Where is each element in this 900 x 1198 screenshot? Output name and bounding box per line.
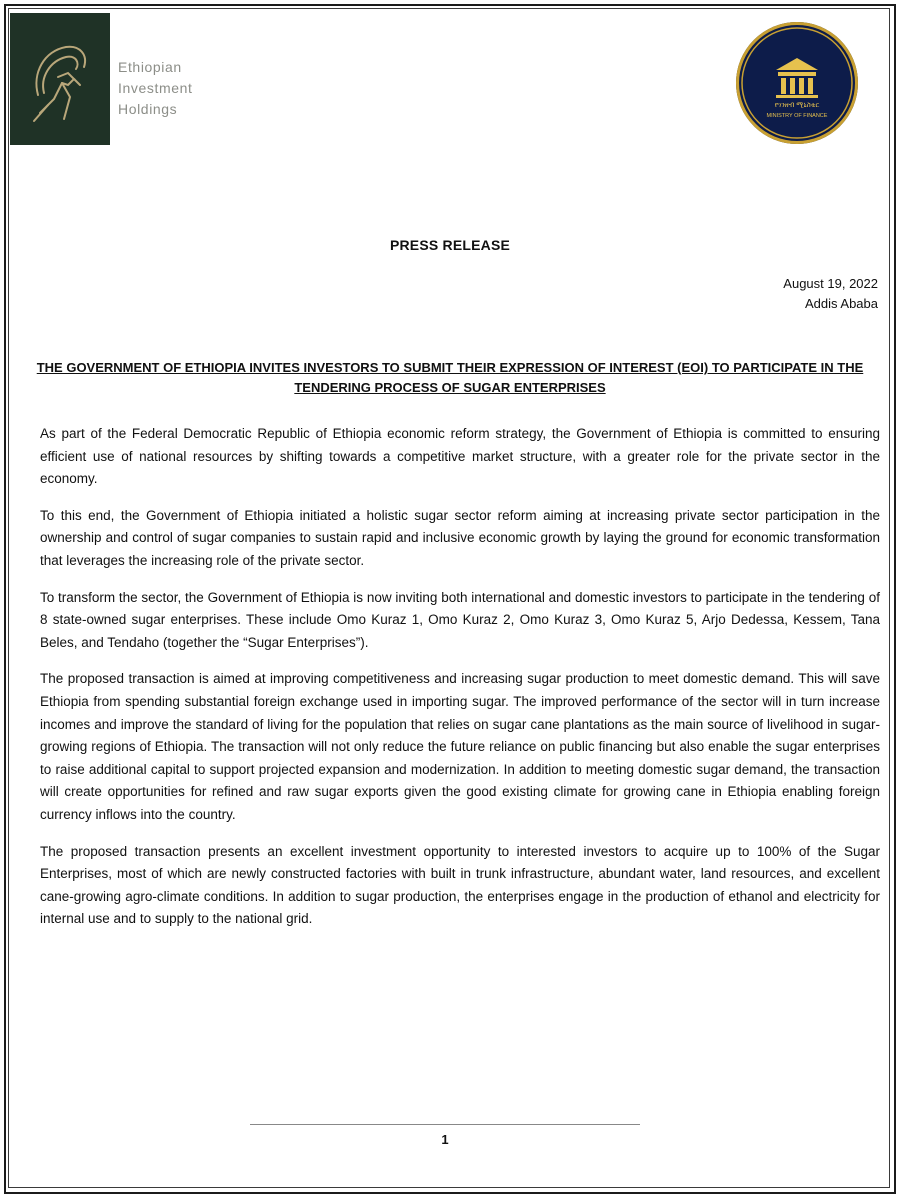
eih-wordmark: [118, 57, 192, 120]
eih-logo: [10, 13, 220, 148]
paragraph: To this end, the Government of Ethiopia initiated a holistic sugar sector reform aiming at increasing private sector participation in the ownership and control of sugar companies to sustain rapid and inclusive economic growth by laying the ground for economic transformation that leverages the increasing role of the private sector.: [40, 507, 880, 568]
wordmark-line-3: Holdings: [118, 101, 178, 117]
ibex-icon: [18, 33, 102, 129]
seal-english-text: MINISTRY OF FINANCE: [766, 113, 828, 119]
wordmark-line-1: Ethiopian: [118, 59, 182, 75]
ministry-seal: [736, 22, 858, 144]
release-date: August 19, 2022: [783, 276, 878, 291]
wordmark-line-2: Investment: [118, 80, 193, 96]
paragraph: To transform the sector, the Government of Ethiopia is now inviting both international and domestic investors to participate in the tendering of 8 state-owned sugar enterprises. These include Omo Kuraz 1, Omo Kuraz 2, Omo Kuraz 3, Omo Kuraz 5, Arjo Dedessa, Kessem, Tana Beles, and Tendaho (together the “Sugar Enterprises”).: [40, 589, 880, 650]
dateline: [783, 274, 878, 314]
headline: THE GOVERNMENT OF ETHIOPIA INVITES INVESTORS TO SUBMIT THEIR EXPRESSION OF INTEREST (EOI) TO PARTICIPATE IN THE TENDERING PROCESS OF SUGAR ENTERPRISES: [36, 360, 864, 395]
body-text: [40, 423, 880, 945]
ibex-emblem: [10, 13, 110, 145]
building-icon: [736, 22, 858, 144]
page-number: 1: [441, 1132, 449, 1147]
document-title: PRESS RELEASE: [389, 237, 511, 253]
release-location: Addis Ababa: [804, 296, 878, 311]
paragraph: The proposed transaction presents an excellent investment opportunity to interested investors to acquire up to 100% of the Sugar Enterprises, most of which are newly constructed factories with built in trunk infrastructure, abundant water, land resources, and excellent cane-growing agro-climate conditions. In addition to sugar production, the enterprises engage in the production of ethanol and electricity for internal use and to supply to the national grid.: [40, 843, 880, 927]
footer-divider: [250, 1124, 640, 1125]
paragraph: As part of the Federal Democratic Republic of Ethiopia economic reform strategy, the Government of Ethiopia is committed to ensuring efficient use of national resources by shifting towards a competitive market structure, with a greater role for the private sector in the economy.: [40, 426, 880, 487]
seal-amharic-text: የገንዘብ ሚኒስቴር: [774, 102, 820, 109]
paragraph: The proposed transaction is aimed at improving competitiveness and increasing sugar production to meet domestic demand. This will save Ethiopia from spending substantial foreign exchange used in importing sugar. The improved performance of the sector will in turn increase incomes and improve the standard of living for the population that relies on sugar cane plantations as the main source of livelihood in sugar-growing regions of Ethiopia. The transaction will not only reduce the future reliance on public financing but also enable the sugar enterprises to raise additional capital to support projected expansion and modernization. In addition to meeting domestic sugar demand, the transaction will create opportunities for refined and raw sugar exports given the good existing climate for growing cane in Ethiopia enabling foreign currency inflows into the country.: [40, 671, 880, 822]
